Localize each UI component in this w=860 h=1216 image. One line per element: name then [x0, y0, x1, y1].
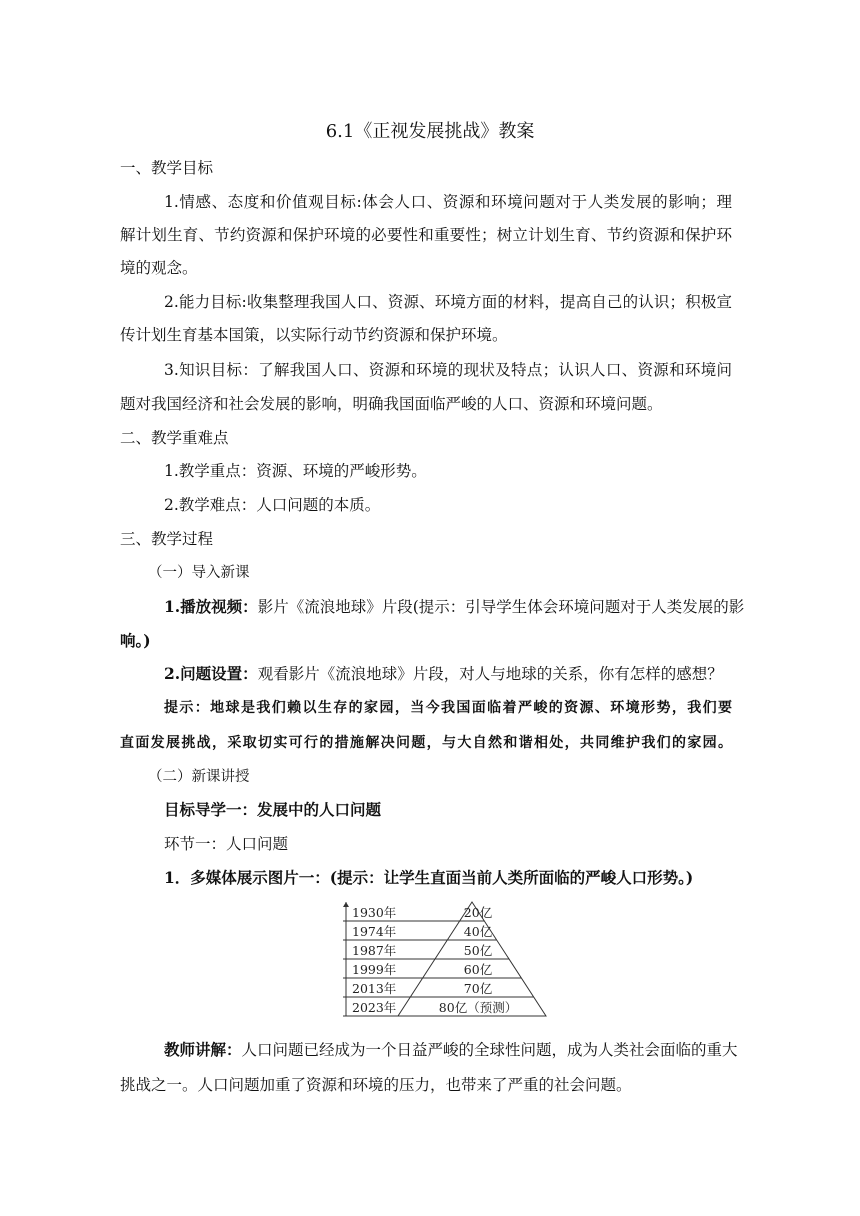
question-line — [164, 664, 723, 684]
multimedia-line — [164, 868, 693, 888]
question-label: 2.问题设置： — [164, 664, 258, 683]
population-pyramid-chart — [340, 900, 552, 1020]
page-title: 6.1《正视发展挑战》教案 — [325, 121, 535, 142]
objective-2-line-1: 2.能力目标:收集整理我国人口、资源、环境方面的材料，提高自己的认识；积极宣 — [164, 293, 732, 311]
pyramid-axis-arrow — [343, 902, 349, 907]
objective-1-line-2: 解计划生育、节约资源和保护环境的必要性和重要性；树立计划生育、节约资源和保护环 — [120, 226, 732, 244]
population-label: 50亿 — [463, 943, 493, 958]
hint-line-2: 直面发展挑战，采取切实可行的措施解决问题，与大自然和谐相处，共同维护我们的家园。 — [120, 735, 732, 751]
section-heading-objectives: 一、教学目标 — [120, 159, 214, 177]
multimedia-text: (提示：让学生直面当前人类所面临的严峻人口形势。) — [329, 868, 694, 887]
objective-2-line-2: 传计划生育基本国策，以实际行动节约资源和保护环境。 — [120, 326, 508, 344]
teacher-line-2: 挑战之一。人口问题加重了资源和环境的压力，也带来了严重的社会问题。 — [120, 1076, 632, 1094]
teacher-label: 教师讲解： — [164, 1040, 242, 1059]
video-line-1 — [164, 597, 745, 617]
new-lesson-heading: （二）新课讲授 — [148, 769, 250, 785]
video-line-2: 响。) — [120, 631, 151, 650]
teacher-line-1 — [164, 1040, 738, 1060]
objective-1-line-1: 1.情感、态度和价值观目标:体会人口、资源和环境问题对于人类发展的影响；理 — [164, 193, 732, 211]
year-label: 2013年 — [352, 981, 397, 996]
objective-3-line-1: 3.知识目标：了解我国人口、资源和环境的现状及特点；认识人口、资源和环境问 — [164, 361, 732, 379]
key-point-2: 2.教学难点：人口问题的本质。 — [164, 496, 381, 514]
population-label: 20亿 — [463, 905, 493, 920]
multimedia-label: 1．多媒体展示图片一： — [164, 868, 330, 887]
hint-text: 地球是我们赖以生存的家园，当今我国面临着严峻的资源、环境形势，我们要 — [210, 700, 733, 716]
goal-heading: 目标导学一：发展中的人口问题 — [164, 800, 382, 819]
video-text: 影片《流浪地球》片段(提示：引导学生体会环境问题对于人类发展的影 — [257, 598, 745, 616]
population-label: 70亿 — [463, 981, 493, 996]
video-label: 1.播放视频： — [164, 597, 258, 616]
population-label: 40亿 — [463, 924, 493, 939]
section-heading-key-points: 二、教学重难点 — [120, 429, 229, 447]
objective-3-line-2: 题对我国经济和社会发展的影响，明确我国面临严峻的人口、资源和环境问题。 — [120, 395, 663, 413]
population-label: 60亿 — [463, 962, 493, 977]
year-label: 2023年 — [352, 1000, 397, 1015]
intro-heading: （一）导入新课 — [148, 565, 250, 581]
link-heading: 环节一：人口问题 — [164, 835, 289, 853]
population-label: 80亿（预测） — [438, 1000, 518, 1015]
section-heading-process: 三、教学过程 — [120, 530, 214, 548]
hint-line-1 — [164, 698, 732, 718]
year-label: 1999年 — [352, 962, 397, 977]
hint-label: 提示： — [164, 700, 211, 716]
question-text: 观看影片《流浪地球》片段，对人与地球的关系，你有怎样的感想？ — [257, 665, 723, 683]
key-point-1: 1.教学重点：资源、环境的严峻形势。 — [164, 462, 427, 480]
teacher-text: 人口问题已经成为一个日益严峻的全球性问题，成为人类社会面临的重大 — [241, 1041, 738, 1059]
year-label: 1930年 — [352, 905, 397, 920]
year-label: 1974年 — [352, 924, 397, 939]
year-label: 1987年 — [352, 943, 397, 958]
objective-1-line-3: 境的观念。 — [120, 259, 198, 277]
